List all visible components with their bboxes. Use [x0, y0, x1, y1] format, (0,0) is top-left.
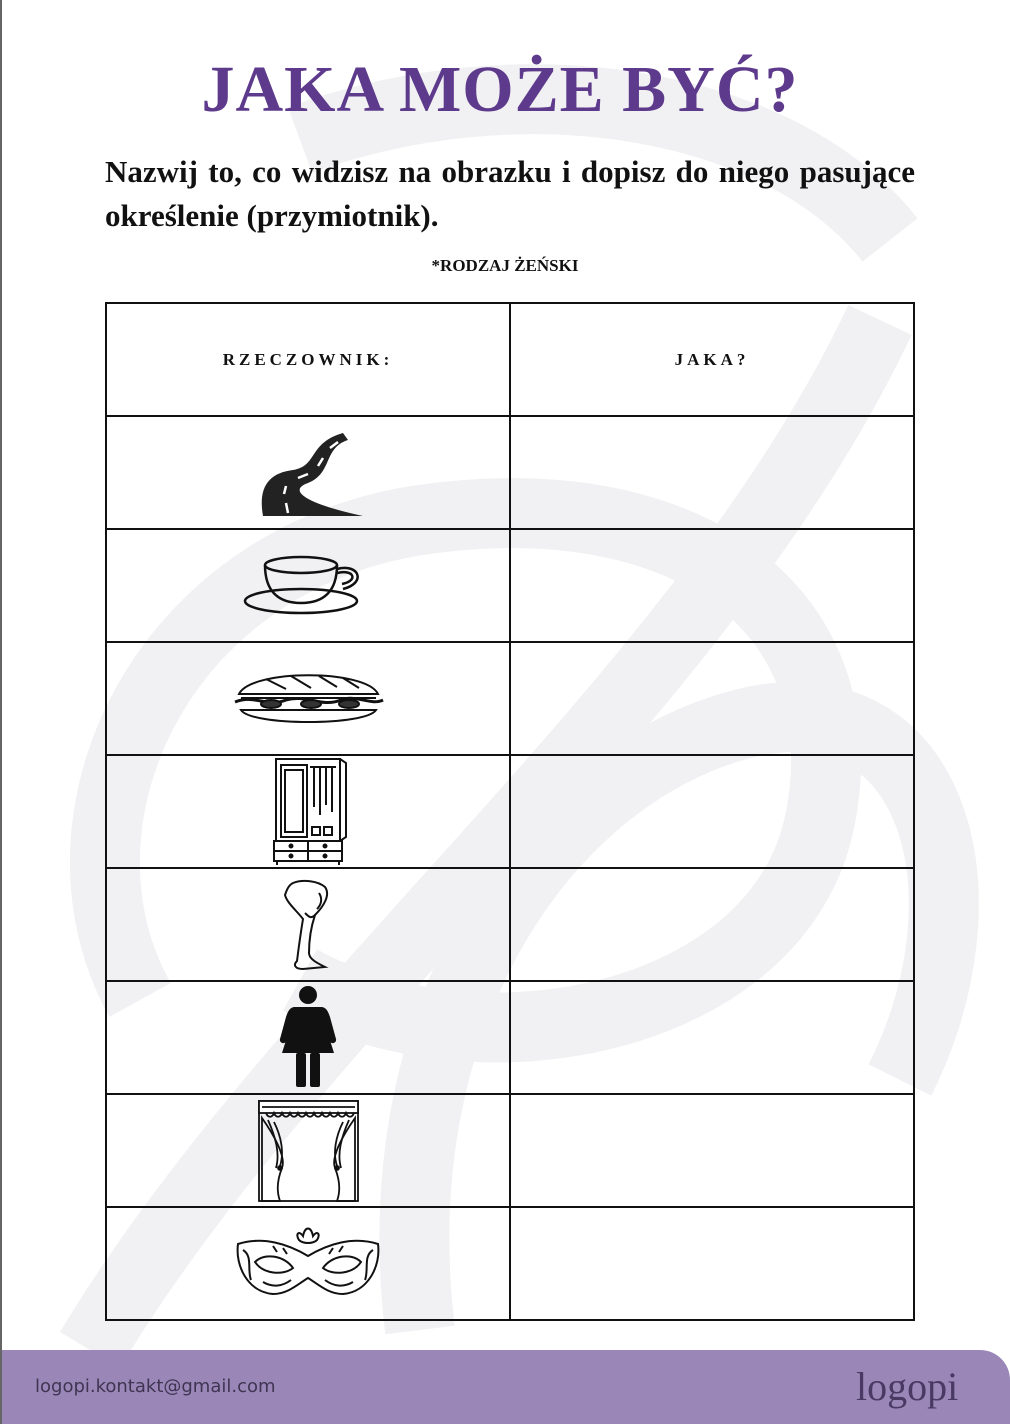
answer-cell[interactable]: [510, 416, 914, 529]
picture-cell: [106, 981, 510, 1094]
picture-cell: [106, 1094, 510, 1207]
picture-cell: [106, 416, 510, 529]
logopi-logo: [854, 1362, 986, 1414]
wardrobe-icon: [268, 757, 348, 867]
footer-bar: [2, 1350, 1010, 1424]
teacup-icon: [243, 551, 373, 621]
picture-cell: [106, 642, 510, 755]
svg-text:logopi: logopi: [856, 1364, 959, 1409]
mask-icon: [233, 1226, 383, 1301]
answer-cell[interactable]: [510, 1207, 914, 1320]
answer-cell[interactable]: [510, 642, 914, 755]
answer-cell[interactable]: [510, 755, 914, 868]
table-row: [106, 1207, 914, 1320]
worksheet-table: [105, 302, 915, 1321]
woman-icon: [278, 985, 338, 1090]
picture-cell: [106, 1207, 510, 1320]
instruction-text: Nazwij to, co widzisz na obrazku i dopisz do niego pasujące określenie (przymiotnik).: [105, 154, 915, 233]
picture-cell: [106, 529, 510, 642]
leg-icon: [273, 875, 343, 975]
table-row: [106, 642, 914, 755]
answer-cell[interactable]: [510, 868, 914, 981]
answer-cell[interactable]: [510, 981, 914, 1094]
table-row: [106, 1094, 914, 1207]
table-row: [106, 981, 914, 1094]
table-row: [106, 755, 914, 868]
answer-cell[interactable]: [510, 529, 914, 642]
header-noun: RZECZOWNIK:: [106, 303, 510, 416]
table-row: [106, 529, 914, 642]
contact-email[interactable]: logopi.kontakt@gmail.com: [35, 1376, 276, 1397]
table-row: [106, 868, 914, 981]
picture-cell: [106, 868, 510, 981]
page-left-edge: [0, 0, 2, 1424]
road-icon: [248, 428, 368, 518]
header-adjective: JAKA?: [510, 303, 914, 416]
picture-cell: [106, 755, 510, 868]
page-title: JAKA MOŻE BYĆ?: [201, 53, 799, 126]
gender-note: *RODZAJ ŻEŃSKI: [431, 256, 579, 275]
sandwich-icon: [231, 664, 386, 734]
table-row: [106, 416, 914, 529]
curtain-icon: [256, 1098, 361, 1203]
answer-cell[interactable]: [510, 1094, 914, 1207]
table-header-row: [106, 303, 914, 416]
